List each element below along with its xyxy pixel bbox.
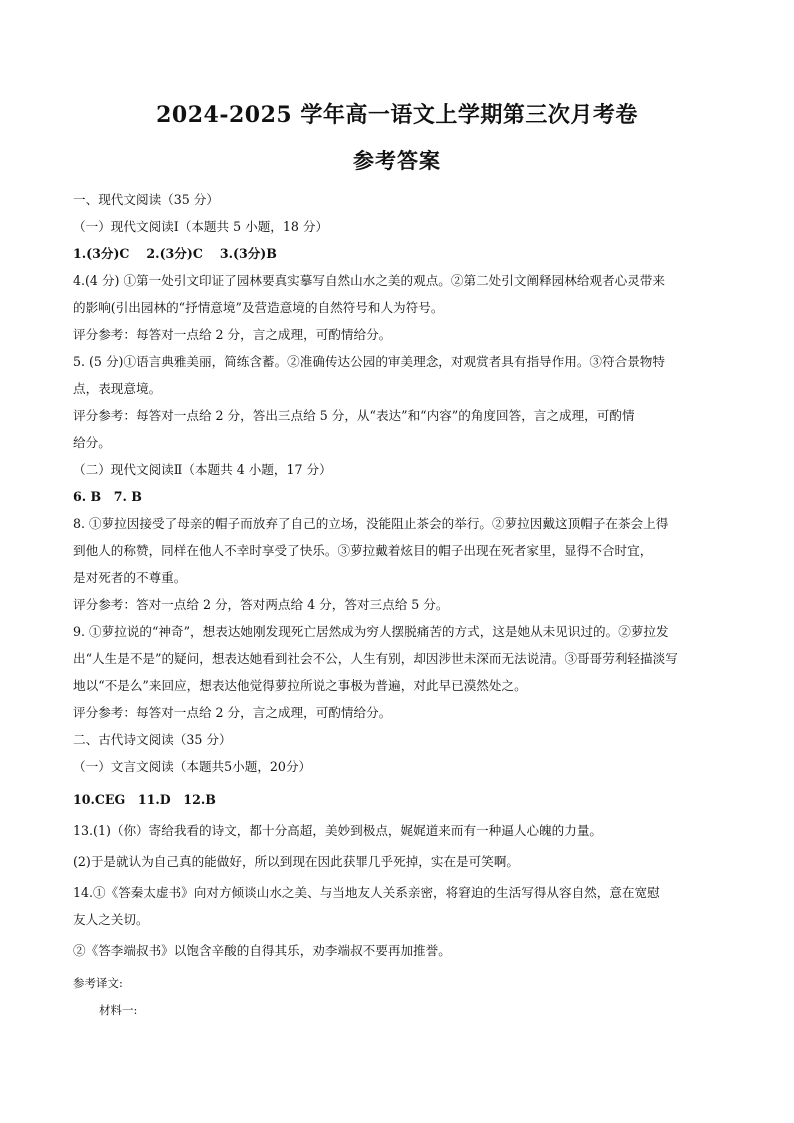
answer-q8-line1: 8. ①萝拉因接受了母亲的帽子而放弃了自己的立场，没能阻止茶会的举行。②萝拉因戴这顶帽子在茶会上得 — [73, 516, 669, 531]
scoring-note-q4: 评分参考：每答对一点给 2 分，言之成理，可酌情给分。 — [73, 327, 392, 342]
section-heading-classical-reading: 二、古代诗文阅读（35 分） — [73, 732, 232, 747]
answer-q8-line3: 是对死者的不尊重。 — [73, 570, 187, 585]
subsection-heading-modern-reading-2: （二）现代文阅读Ⅱ（本题共 4 小题，17 分） — [73, 462, 332, 477]
answer-q9-line1: 9. ①萝拉说的“神奇”，想表达她刚发现死亡居然成为穷人摆脱痛苦的方式，这是她从未见识过的。②萝拉发 — [73, 624, 669, 639]
reference-translation-label: 参考译文: — [73, 976, 123, 990]
answer-q8-line2: 到他人的称赞，同样在他人不幸时享受了快乐。③萝拉戴着炫目的帽子出现在死者家里，显得不合时宜， — [73, 543, 653, 558]
scoring-note-q5-line2: 给分。 — [73, 435, 111, 450]
answer-content — [73, 186, 723, 1024]
answer-q14-line1: 14.①《答秦太虚书》向对方倾谈山水之美、与当地友人关系亲密，将窘迫的生活写得从容自然，意在宽慰 — [73, 885, 660, 900]
page-title: 2024-2025 学年高一语文上学期第三次月考卷 — [156, 102, 638, 128]
answer-q6-q7: 6. B 7. B — [73, 489, 142, 504]
answer-q13-part1: 13.(1)（你）寄给我看的诗文，都十分高超，美妙到极点，娓娓道来而有一种逼人心魄的力量。 — [73, 823, 603, 838]
scoring-note-q8: 评分参考：答对一点给 2 分，答对两点给 4 分，答对三点给 5 分。 — [73, 597, 449, 612]
answer-q14-line3: ②《答李端叔书》以饱含辛酸的自得其乐，劝李端叔不要再加推誉。 — [73, 943, 451, 958]
section-heading-modern-reading: 一、现代文阅读（35 分） — [73, 192, 219, 207]
answer-q5-line2: 点，表现意境。 — [73, 381, 162, 396]
answer-q4-line1: 4.(4 分) ①第一处引文印证了园林要真实摹写自然山水之美的观点。②第二处引文阐释园林给观者心灵带来 — [73, 273, 665, 288]
answer-q9-line3: 地以“不是么”来回应，想表达他觉得萝拉所说之事极为普遍，对此早已漠然处之。 — [73, 678, 527, 693]
material-one-label: 材料一: — [99, 1003, 138, 1017]
subsection-heading-classical-prose: （一）文言文阅读（本题共5小题，20分） — [73, 759, 312, 774]
answer-q1-q3: 1.(3分)C 2.(3分)C 3.(3分)B — [73, 246, 277, 261]
subsection-heading-modern-reading-1: （一）现代文阅读Ⅰ（本题共 5 小题，18 分） — [73, 219, 329, 234]
answer-q10-q12: 10.CEG 11.D 12.B — [73, 792, 216, 807]
answer-q13-part2: (2)于是就认为自己真的能做好，所以到现在因此获罪几乎死掉，实在是可笑啊。 — [73, 854, 520, 869]
answer-q14-line2: 友人之关切。 — [73, 912, 149, 927]
scoring-note-q9: 评分参考：每答对一点给 2 分，言之成理，可酌情给分。 — [73, 705, 392, 720]
answer-q4-line2: 的影响(引出园林的“抒情意境”及营造意境的自然符号和人为符号。 — [73, 300, 444, 315]
scoring-note-q5-line1: 评分参考：每答对一点给 2 分，答出三点给 5 分，从“表达”和“内容”的角度回答，言之成理，可酌情 — [73, 408, 635, 423]
page-subtitle: 参考答案 — [353, 148, 441, 173]
answer-q9-line2: 出“人生是不是”的疑问，想表达她看到社会不公，人生有别，却因涉世未深而无法说清。③哥哥劳利轻描淡写 — [73, 651, 678, 666]
answer-q5-line1: 5. (5 分)①语言典雅美丽，简练含蓄。②准确传达公园的审美理念，对观赏者具有指导作用。③符合景物特 — [73, 354, 665, 369]
